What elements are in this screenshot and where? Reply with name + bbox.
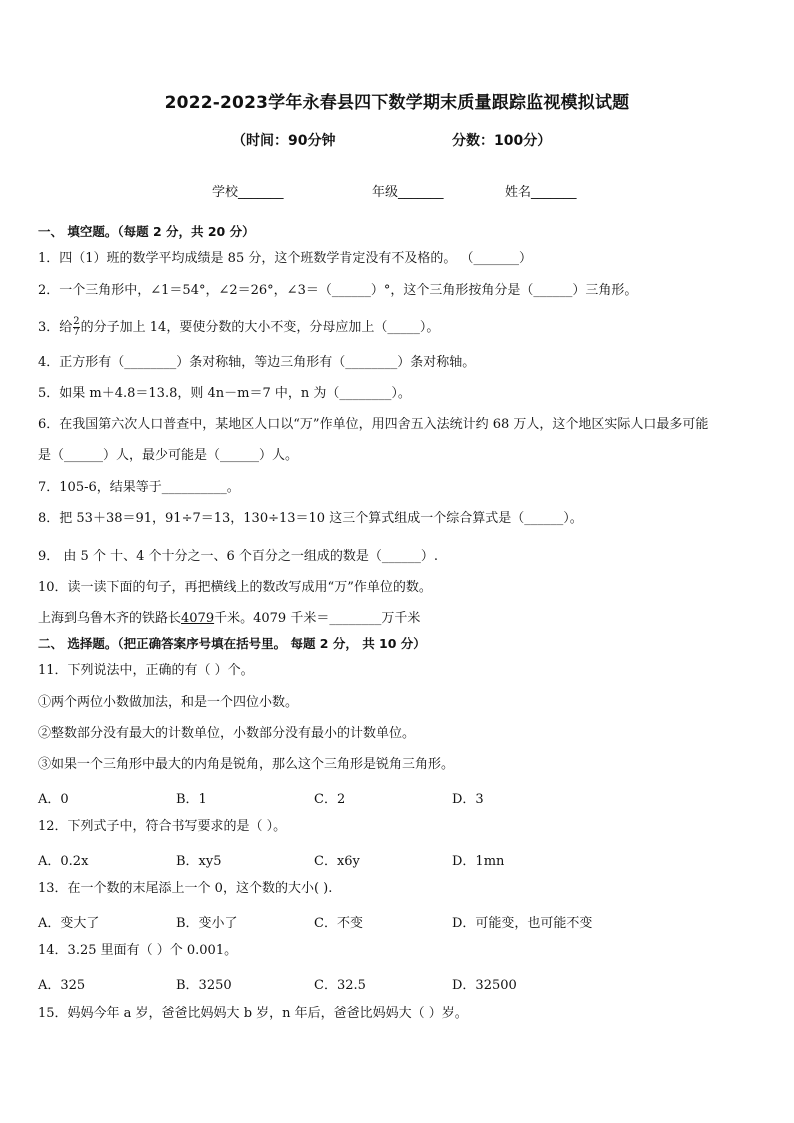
question-14: 14．3.25 里面有（ ）个 0.001。: [38, 943, 238, 958]
name-field: 姓名_______: [505, 185, 577, 200]
option-b: B．1: [176, 792, 207, 807]
question-10-prefix: 上海到乌鲁木齐的铁路长: [38, 611, 182, 626]
option-a: A．325: [38, 978, 86, 993]
option-c: C．x6y: [314, 854, 360, 869]
underlined-number: 4079: [181, 611, 215, 626]
page-title: 2022-2023学年永春县四下数学期末质量跟踪监视模拟试题: [164, 93, 630, 113]
question-6-line-2: 是（______）人，最少可能是（______）人。: [38, 448, 299, 463]
fraction-denominator: 7: [73, 327, 80, 338]
question-11-statement-1: ①两个两位小数做加法，和是一个四位小数。: [38, 695, 299, 710]
question-10-line-1: 10．读一读下面的句子，再把横线上的数改写成用“万”作单位的数。: [38, 580, 432, 595]
question-15: 15．妈妈今年 a 岁，爸爸比妈妈大 b 岁，n 年后，爸爸比妈妈大（ ）岁。: [38, 1006, 468, 1021]
option-b: B．xy5: [176, 854, 222, 869]
question-6-line-1: 6．在我国第六次人口普查中，某地区人口以“万”作单位，用四舍五入法统计约 68 万人，这个地区实际人口最多可能: [38, 417, 709, 432]
option-c: C．不变: [314, 916, 363, 931]
option-a: A．变大了: [38, 916, 100, 931]
question-3-suffix: 的分子加上 14，要使分数的大小不变，分母应加上（_____）。: [80, 320, 440, 335]
option-d: D．32500: [452, 978, 517, 993]
option-c: C．2: [314, 792, 346, 807]
question-9: 9． 由 5 个 十、4 个十分之一、6 个百分之一组成的数是（______）.: [38, 549, 439, 564]
question-11: 11．下列说法中，正确的有（ ）个。: [38, 663, 254, 678]
question-3: [38, 317, 439, 338]
question-11-statement-3: ③如果一个三角形中最大的内角是锐角，那么这个三角形是锐角三角形。: [38, 757, 455, 772]
option-a: A．0.2x: [38, 854, 89, 869]
question-2: 2．一个三角形中，∠1＝54°，∠2＝26°，∠3＝（______）°，这个三角形按角分是（______）三角形。: [38, 283, 638, 298]
grade-field: 年级_______: [372, 185, 444, 200]
option-d: D．3: [452, 792, 484, 807]
option-c: C．32.5: [314, 978, 366, 993]
option-d: D．1mn: [452, 854, 505, 869]
option-d: D．可能变，也可能不变: [452, 916, 593, 931]
question-13: 13．在一个数的末尾添上一个 0，这个数的大小( ).: [38, 881, 333, 896]
option-a: A．0: [38, 792, 69, 807]
question-7: 7．105-6，结果等于__________。: [38, 480, 240, 495]
fraction: [73, 317, 79, 338]
option-b: B．变小了: [176, 916, 238, 931]
question-3-prefix: 3．给: [38, 320, 73, 335]
school-field: 学校_______: [212, 185, 284, 200]
question-10-suffix: 千米。4079 千米＝________万千米: [214, 611, 421, 626]
exam-score: 分数：100分）: [452, 133, 552, 149]
question-12: 12．下列式子中，符合书写要求的是（ ）。: [38, 819, 287, 834]
question-4: 4．正方形有（________）条对称轴，等边三角形有（________）条对称轴。: [38, 355, 476, 370]
exam-time: （时间：90分钟: [232, 133, 336, 149]
question-11-statement-2: ②整数部分没有最大的计数单位，小数部分没有最小的计数单位。: [38, 726, 416, 741]
question-8: 8．把 53＋38＝91，91÷7＝13，130÷13＝10 这三个算式组成一个综合算式是（______）。: [38, 511, 583, 526]
section-heading-multiple-choice: 二、 选择题。（把正确答案序号填在括号里。 每题 2 分， 共 10 分）: [38, 636, 426, 651]
question-1: 1．四（1）班的数学平均成绩是 85 分，这个班数学肯定没有不及格的。 （_______）: [38, 251, 532, 266]
section-heading-fill-in: 一、 填空题。（每题 2 分，共 20 分）: [38, 224, 255, 239]
question-5: 5．如果 m＋4.8＝13.8，则 4n－m＝7 中，n 为（________）。: [38, 386, 411, 401]
fraction-numerator: 2: [73, 316, 80, 327]
option-b: B．3250: [176, 978, 232, 993]
question-10-line-2: [38, 611, 420, 627]
